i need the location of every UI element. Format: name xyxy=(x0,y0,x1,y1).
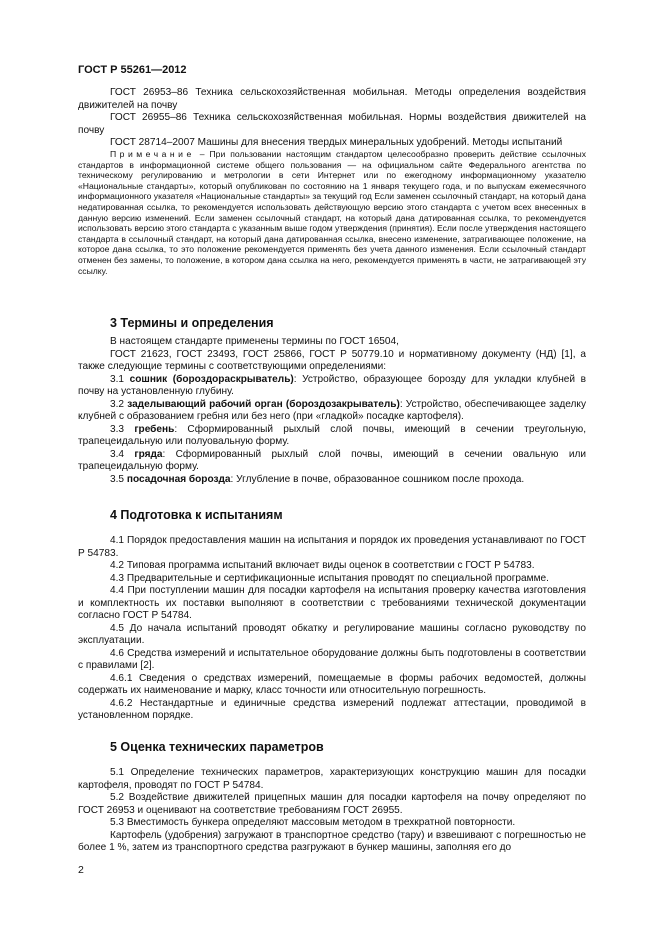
term-name: гряда xyxy=(134,448,163,460)
term-number: 3.4 xyxy=(110,448,135,460)
clause-paragraph: 5.2 Воздействие движителей прицепных машин для посадки картофеля на почву определяют по ГОСТ 26953 и оценивают на соответствие требованиям ГОСТ 26955. xyxy=(78,792,586,816)
term-text: : Устройство, образующее борозду для укладки клубней в почву на установленную глубину. xyxy=(78,373,586,397)
term-text: : Углубление в почве, образованное сошником после прохода. xyxy=(230,473,525,485)
term-definition xyxy=(78,374,586,399)
clause-paragraph: 5.3 Вместимость бункера определяют массовым методом в трехкратной повторности. xyxy=(110,817,516,828)
note-label: Примечание xyxy=(110,149,195,159)
term-text: : Сформированный рыхлый слой почвы, имеющий в сечении овальную или трапецеидальную форму. xyxy=(78,448,586,472)
section-4-heading: 4 Подготовка к испытаниям xyxy=(110,508,283,522)
reference-item: ГОСТ 26955–86 Техника сельскохозяйственная мобильная. Нормы воздействия движителей на почву xyxy=(78,112,586,136)
term-name: сошник (бороздораскрыватель) xyxy=(129,373,294,385)
normative-references-list xyxy=(78,87,586,150)
clause-paragraph: 4.6.1 Сведения о средствах измерений, помещаемые в формы рабочих ведомостей, должны содержать их наименование и марку, класс точности или относительную погрешность. xyxy=(78,672,586,696)
clause-paragraph: 4.3 Предварительные и сертификационные испытания проводят по специальной программе. xyxy=(110,572,549,584)
term-name: гребень xyxy=(134,423,175,435)
clause-paragraph: 4.6.2 Нестандартные и единичные средства измерений подлежат аттестации, проводимой в установленном порядке. xyxy=(78,697,586,721)
term-number: 3.1 xyxy=(110,373,130,385)
reference-item: ГОСТ 28714–2007 Машины для внесения твердых минеральных удобрений. Методы испытаний xyxy=(110,137,563,148)
page-number: 2 xyxy=(78,864,84,876)
clause-paragraph: 4.6 Средства измерений и испытательное оборудование должны быть подготовлены в соответствии с правилами [2]. xyxy=(78,647,586,671)
note-paragraph xyxy=(78,149,586,276)
clause-paragraph: 4.5 До начала испытаний проводят обкатку и регулирование машины согласно руководству по эксплуатации. xyxy=(78,622,586,646)
clause-paragraph: 4.1 Порядок предоставления машин на испытания и порядок их проведения устанавливают по ГОСТ Р 54783. xyxy=(78,535,586,559)
term-number: 3.5 xyxy=(110,473,127,485)
section-3-heading: 3 Термины и определения xyxy=(110,316,274,330)
term-name: заделывающий рабочий орган (бороздозакрыватель) xyxy=(127,398,400,410)
section-5-body xyxy=(78,767,586,855)
section-5-heading: 5 Оценка технических параметров xyxy=(110,740,324,754)
term-text: : Устройство, обеспечивающее заделку клубней с образованием гребня или без него (при «гладкой» посадке картофеля). xyxy=(78,398,586,422)
term-definition xyxy=(78,449,586,474)
reference-item: ГОСТ 26953–86 Техника сельскохозяйственная мобильная. Методы определения воздействия движителей на почву xyxy=(78,87,586,111)
term-number: 3.3 xyxy=(110,423,135,435)
clause-paragraph: 4.2 Типовая программа испытаний включает виды оценок в соответствии с ГОСТ Р 54783. xyxy=(110,560,535,571)
term-definition xyxy=(78,424,586,449)
term-name: посадочная борозда xyxy=(126,473,231,485)
term-definition xyxy=(78,399,586,424)
clause-paragraph: 4.4 При поступлении машин для посадки картофеля на испытания проверку качества изготовления и комплектность их поставки выполняют в соответствии с требованиями технической документации согласно ГОСТ Р 54784. xyxy=(78,585,586,621)
note-block xyxy=(78,149,586,276)
section-4-body xyxy=(78,535,586,723)
section-3-body xyxy=(78,336,586,486)
clause-paragraph: Картофель (удобрения) загружают в транспортное средство (тару) и взвешивают с погрешностью не более 1 %, затем из транспортного средства разгружают в бункер машины, заполняя его до xyxy=(78,829,586,853)
clause-paragraph: 5.1 Определение технических параметров, характеризующих конструкцию машин для посадки картофеля, проводят по ГОСТ Р 54784. xyxy=(78,767,586,791)
document-header: ГОСТ Р 55261—2012 xyxy=(78,64,187,76)
term-text: : Сформированный рыхлый слой почвы, имеющий в сечении треугольную, трапецеидальную или полуовальную форму. xyxy=(78,423,587,447)
term-number: 3.2 xyxy=(110,398,128,410)
section-3-intro-continued: ГОСТ 21623, ГОСТ 23493, ГОСТ 25866, ГОСТ Р 50779.10 и нормативному документу (НД) [1], а также следующие термины с соответствующими определениями: xyxy=(78,348,586,372)
note-text: – При пользовании настоящим стандартом целесообразно проверить действие ссылочных стандартов в информационной системе общего пользования — на официальном сайте Федерального агентства по техническому регулированию и метрологии в сети Интернет или по ежегодному информационному указателю «Национальные стандарты», который опубликован по состоянию на 1 января текущего года, и по выпускам ежемесячного информационного указателя «Национальные стандарты» за текущий год Если заменен ссылочный стандарт, на который дана недатированная ссылка, то рекомендуется использовать действующую версию этого стандарта с учетом всех внесенных в данную версию изменений. Если заменен ссылочный стандарт, на который дана датированная ссылка, то рекомендуется использовать версию этого стандарта с указанным выше годом утверждения (принятия). Если после утверждения настоящего стандарта в ссылочный стандарт, на который дана датированная ссылка, внесено изменение, затрагивающее положение, на которое дана ссылка, то это положение рекомендуется применять без учета данного изменения. Если ссылочный стандарт отменен без замены, то положение, в котором дана ссылка на него, рекомендуется применять в части, не затрагивающей эту ссылку. xyxy=(78,149,586,276)
term-definition xyxy=(78,474,586,487)
section-3-intro: В настоящем стандарте применены термины по ГОСТ 16504, xyxy=(110,336,399,347)
